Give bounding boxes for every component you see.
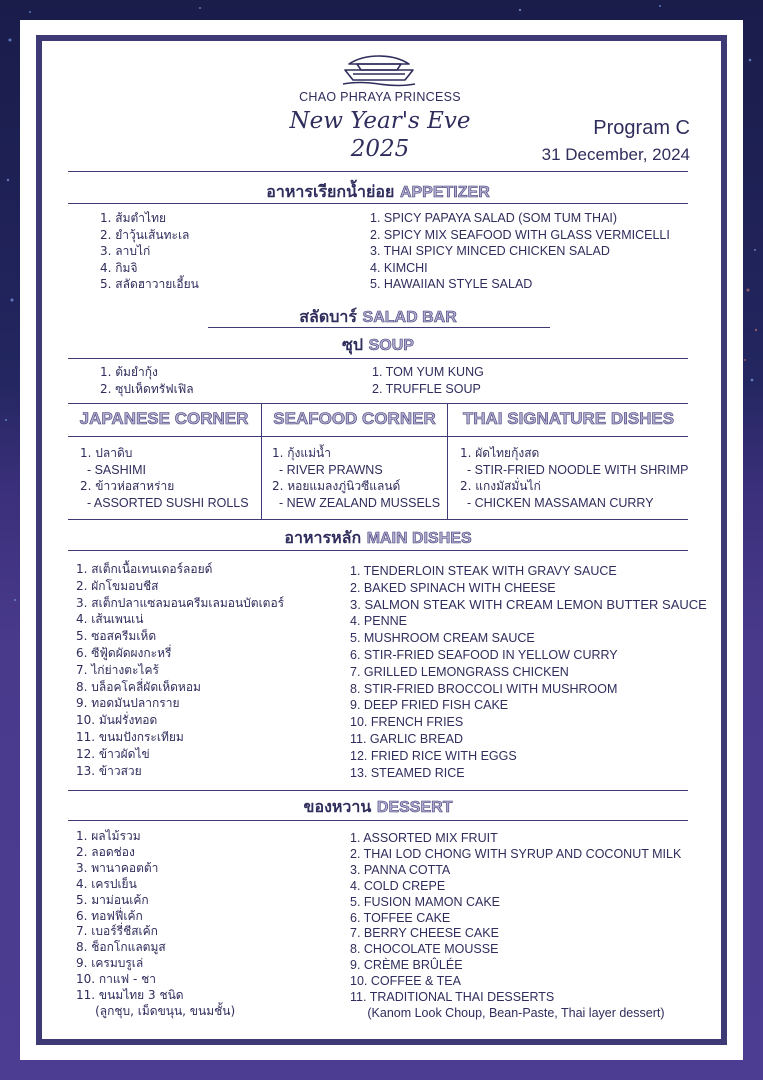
list-item: 7. ไก่ย่างตะไคร้ <box>76 662 159 677</box>
list-item: 2. ยำวุ้นเส้นทะเล <box>100 227 190 242</box>
list-item: 6. STIR-FRIED SEAFOOD IN YELLOW CURRY <box>350 647 618 662</box>
event-title <box>280 107 480 163</box>
list-item: 2. SPICY MIX SEAFOOD WITH GLASS VERMICELLI <box>370 227 670 242</box>
list-item: 2. TRUFFLE SOUP <box>372 381 481 396</box>
event-date: 31 December, 2024 <box>541 145 690 164</box>
soup-heading-th: ซุป <box>342 335 364 354</box>
list-item: 4. KIMCHI <box>370 260 428 275</box>
divider <box>208 327 550 328</box>
list-item: (Kanom Look Choup, Bean-Paste, Thai layer dessert) <box>350 1005 665 1020</box>
list-item: 1. TENDERLOIN STEAK WITH GRAVY SAUCE <box>350 564 617 578</box>
list-item: 13. STEAMED RICE <box>350 765 465 780</box>
list-item: 1. ASSORTED MIX FRUIT <box>350 831 498 845</box>
list-item: 11. ขนมปังกระเทียม <box>76 729 184 744</box>
main-dishes-heading-th: อาหารหลัก <box>284 528 362 547</box>
dessert-list-en <box>350 831 681 1022</box>
list-item: 1. SPICY PAPAYA SALAD (SOM TUM THAI) <box>370 211 618 225</box>
list-item: 2. THAI LOD CHONG WITH SYRUP AND COCONUT MILK <box>350 846 682 861</box>
list-item: 9. เครมบรูเล่ <box>76 956 144 971</box>
dessert-heading-en: DESSERT <box>376 799 453 816</box>
list-item: 3. พานาคอตต้า <box>76 860 159 875</box>
list-item: 3. SALMON STEAK WITH CREAM LEMON BUTTER SAUCE <box>350 596 707 612</box>
seafood-corner-heading: SEAFOOD CORNER <box>273 409 436 428</box>
list-item: 12. ข้าวผัดไข่ <box>76 746 150 761</box>
list-item: 5. ซอสครีมเห็ด <box>76 629 157 644</box>
list-item: - STIR-FRIED NOODLE WITH SHRIMP <box>460 462 689 477</box>
list-item: 5. MUSHROOM CREAM SAUCE <box>350 631 535 646</box>
appetizer-heading <box>68 180 688 205</box>
soup-heading <box>68 333 688 358</box>
brand-name: CHAO PHRAYA PRINCESS <box>299 90 461 104</box>
list-item: 2. หอยแมลงภู่นิวซีแลนด์ <box>272 479 401 493</box>
list-item: 10. COFFEE & TEA <box>350 974 461 989</box>
divider <box>68 358 688 359</box>
appetizer-list-th <box>100 210 199 293</box>
list-item: 8. ช็อกโกแลตมูส <box>76 940 166 955</box>
dessert-list-th <box>76 829 235 1020</box>
list-item: 5. สลัดฮาวายเอี้ยน <box>100 277 199 291</box>
list-item: 1. ต้มยำกุ้ง <box>100 365 158 379</box>
list-item: 8. บล็อคโคลี่ผัดเห็ดหอม <box>76 679 201 694</box>
list-item: 1. สเต็กเนื้อเทนเดอร์ลอยด์ <box>76 562 213 576</box>
list-item: 2. BAKED SPINACH WITH CHEESE <box>350 580 556 595</box>
column-divider <box>261 403 262 519</box>
list-item: 9. ทอดมันปลากราย <box>76 696 180 711</box>
list-item: 11. GARLIC BREAD <box>350 731 464 746</box>
event-title-line1: New Year's Eve <box>289 108 471 134</box>
list-item: 9. DEEP FRIED FISH CAKE <box>350 698 509 713</box>
list-item: 8. CHOCOLATE MOUSSE <box>350 942 499 957</box>
list-item: 10. FRENCH FRIES <box>350 715 464 730</box>
list-item: 1. ปลาดิบ <box>80 446 133 460</box>
list-item: 1. ผลไม้รวม <box>76 829 141 843</box>
divider <box>68 790 688 791</box>
list-item: 4. เครปเย็น <box>76 876 137 891</box>
list-item: 2. ซุปเห็ดทรัฟเฟิล <box>100 381 194 396</box>
list-item: 6. TOFFEE CAKE <box>350 910 451 925</box>
list-item: 12. FRIED RICE WITH EGGS <box>350 748 517 763</box>
list-item: 10. มันฝรั่งทอด <box>76 713 158 728</box>
list-item: 6. ทอฟฟี่เค้ก <box>76 908 143 923</box>
list-item: 3. THAI SPICY MINCED CHICKEN SALAD <box>370 244 610 258</box>
list-item: 1. ส้มตำไทย <box>100 211 167 225</box>
japanese-corner-list <box>80 445 249 511</box>
list-item: - ASSORTED SUSHI ROLLS <box>80 495 249 510</box>
appetizer-list-en <box>370 210 670 293</box>
list-item: 7. BERRY CHEESE CAKE <box>350 926 499 941</box>
list-item: - RIVER PRAWNS <box>272 462 383 477</box>
list-item: - NEW ZEALAND MUSSELS <box>272 495 441 510</box>
list-item: 1. TOM YUM KUNG <box>372 365 484 379</box>
appetizer-heading-en: APPETIZER <box>399 184 490 201</box>
thai-signature-list <box>460 445 688 511</box>
list-item: 11. TRADITIONAL THAI DESSERTS <box>350 990 555 1005</box>
list-item: 3. PANNA COTTA <box>350 862 451 877</box>
list-item: 13. ข้าวสวย <box>76 763 142 778</box>
soup-list-th <box>100 364 194 397</box>
thai-signature-heading: THAI SIGNATURE DISHES <box>462 409 675 428</box>
list-item: - CHICKEN MASSAMAN CURRY <box>460 495 654 510</box>
list-item: 7. GRILLED LEMONGRASS CHICKEN <box>350 664 569 679</box>
list-item: 4. COLD CREPE <box>350 878 446 893</box>
japanese-corner-heading: JAPANESE CORNER <box>79 409 249 428</box>
ship-logo-icon <box>339 50 419 90</box>
divider <box>68 436 688 437</box>
list-item: 4. เส้นเพนเน่ <box>76 612 144 627</box>
soup-list-en <box>372 364 484 397</box>
list-item: 5. มาม่อนเค้ก <box>76 892 149 907</box>
main-dishes-heading-en: MAIN DISHES <box>366 530 472 547</box>
list-item: 4. PENNE <box>350 614 407 629</box>
list-item: 10. กาแฟ - ชา <box>76 972 156 987</box>
seafood-corner-list <box>272 445 440 511</box>
list-item: 2. แกงมัสมั่นไก่ <box>460 479 541 493</box>
list-item: 2. ผักโขมอบชีส <box>76 578 159 593</box>
list-item: 6. ซีฟู้ดผัดผงกะหรี่ <box>76 645 172 660</box>
list-item: 3. สเต็กปลาแซลมอนครีมเลมอนบัตเตอร์ <box>76 595 285 610</box>
main-dishes-list-en <box>350 563 707 781</box>
list-item: - SASHIMI <box>80 462 146 477</box>
column-divider <box>447 403 448 519</box>
list-item: 5. HAWAIIAN STYLE SALAD <box>370 277 533 291</box>
list-item: 7. เบอร์รี่ชีสเค้ก <box>76 924 158 939</box>
salad-bar-heading-en: SALAD BAR <box>362 309 457 326</box>
soup-heading-en: SOUP <box>368 337 414 354</box>
divider <box>68 820 688 821</box>
list-item: 9. CRÈME BRÛLÉE <box>350 958 463 973</box>
program-label: Program C <box>593 117 690 139</box>
list-item: 2. ลอดช่อง <box>76 844 135 859</box>
list-item: 2. ข้าวห่อสาหร่าย <box>80 479 175 493</box>
salad-bar-heading-th: สลัดบาร์ <box>299 307 357 326</box>
divider <box>68 403 688 404</box>
divider <box>68 171 688 172</box>
list-item: 4. กิมจิ <box>100 260 138 275</box>
event-title-year: 2025 <box>350 136 410 162</box>
divider <box>68 519 688 520</box>
appetizer-heading-th: อาหารเรียกน้ำย่อย <box>266 182 395 201</box>
list-item: 5. FUSION MAMON CAKE <box>350 894 501 909</box>
list-item: 3. ลาบไก่ <box>100 244 151 258</box>
list-item: 8. STIR-FRIED BROCCOLI WITH MUSHROOM <box>350 681 618 696</box>
main-dishes-list-th <box>76 561 284 779</box>
list-item: 1. ผัดไทยกุ้งสด <box>460 446 540 460</box>
main-dishes-heading <box>68 526 688 551</box>
divider <box>68 203 688 204</box>
divider <box>68 550 688 551</box>
list-item: 1. กุ้งแม่น้ำ <box>272 446 331 460</box>
dessert-heading-th: ของหวาน <box>303 797 372 816</box>
list-item: (ลูกชุบ, เม็ดขนุน, ขนมชั้น) <box>76 1003 236 1018</box>
list-item: 11. ขนมไทย 3 ชนิด <box>76 988 184 1003</box>
dessert-heading <box>68 795 688 820</box>
